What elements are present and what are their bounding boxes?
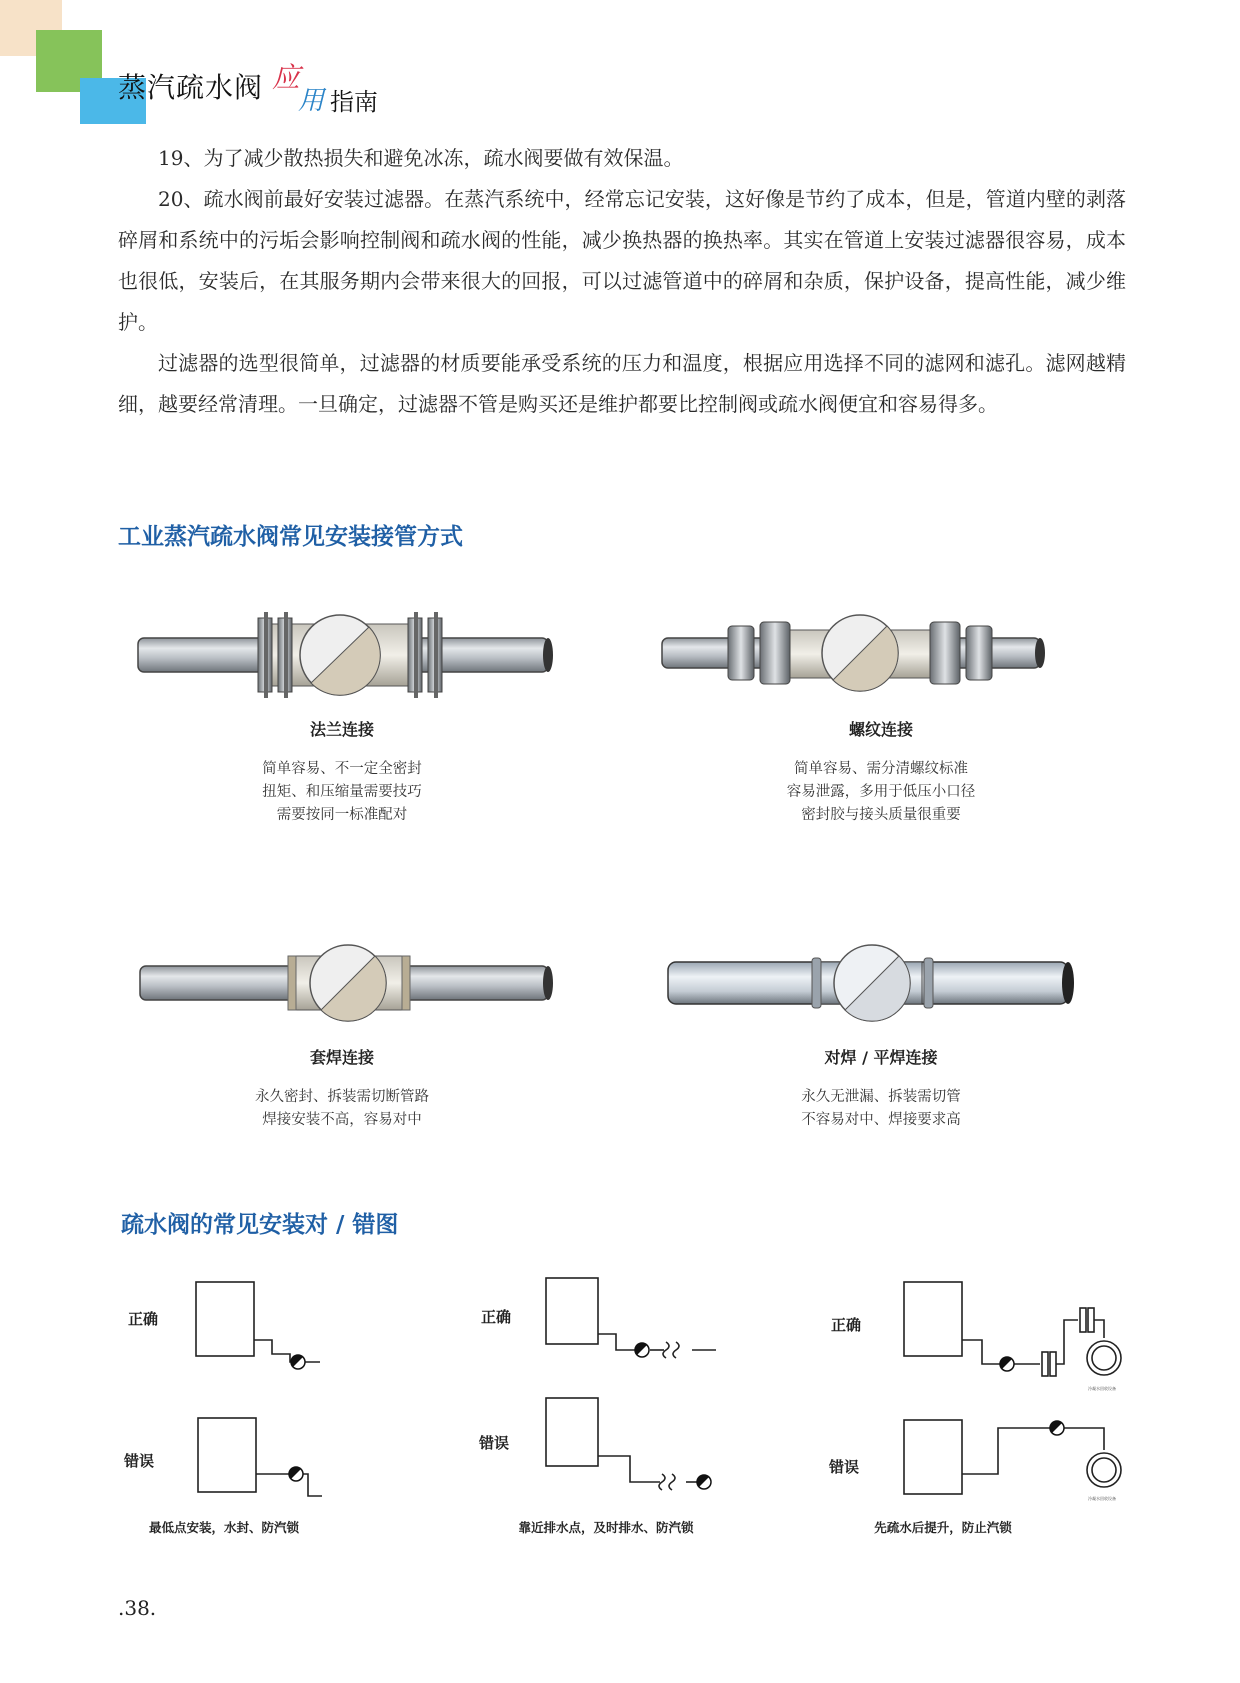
butt-weld-bead-right — [924, 958, 933, 1008]
socket-weld-desc — [162, 1086, 522, 1132]
header-title-main: 蒸汽疏水阀 — [118, 71, 264, 104]
butt-weld-pipe-end — [1062, 962, 1074, 1004]
flange-left-bolt-2 — [284, 612, 288, 698]
butt-weld-label: 对焊 / 平焊连接 — [824, 1048, 938, 1067]
section-title-install-diagrams: 疏水阀的常见安装对 / 错图 — [121, 1212, 399, 1238]
diagram-3-wrong-equipment — [904, 1420, 962, 1494]
diagram-3-correct-label: 正确 — [831, 1316, 862, 1334]
threaded-nut-left-2 — [760, 622, 790, 684]
flange-connection-desc — [162, 758, 522, 827]
trap-symbol-2-correct — [635, 1343, 649, 1357]
trap-symbols — [289, 1343, 1064, 1489]
trap-symbol-3-correct — [1000, 1357, 1014, 1371]
trap-symbol-2-wrong — [697, 1475, 711, 1489]
header-title-app-2: 用 — [298, 86, 325, 116]
diagram-2-correct-break-2 — [673, 1342, 679, 1358]
threaded-connection-label: 螺纹连接 — [848, 720, 913, 739]
threaded-nut-right-2 — [966, 626, 992, 680]
diagram-3-correct-check-valve-a — [1042, 1352, 1048, 1376]
diagram-2-wrong-break-2 — [669, 1474, 675, 1490]
install-diagrams — [196, 1278, 1121, 1496]
paragraph-19: 19、为了减少散热损失和避免冰冻，疏水阀要做有效保温。 — [158, 146, 684, 170]
flange-connection-figure — [138, 612, 553, 698]
diagram-3-caption: 先疏水后提升，防止汽锁 — [874, 1520, 1012, 1535]
socket-weld-bead-left — [288, 956, 296, 1010]
socket-weld-bead-right — [402, 956, 410, 1010]
butt-weld-desc-line-1: 永久无泄漏、拆装需切管 — [801, 1089, 961, 1105]
flange-desc-line-2: 扭矩、和压缩量需要技巧 — [262, 784, 422, 800]
diagram-3-correct-check-valve-b — [1050, 1352, 1056, 1376]
trap-symbol-1-correct — [291, 1355, 305, 1369]
diagram-3-correct-receiver-inner — [1092, 1346, 1116, 1370]
butt-weld-desc-line-2: 不容易对中、焊接要求高 — [801, 1112, 961, 1128]
threaded-nut-left-1 — [728, 626, 754, 680]
diagram-2-correct-equipment — [546, 1278, 598, 1344]
diagram-3-wrong-label: 错误 — [829, 1458, 860, 1476]
page-number: .38. — [118, 1596, 157, 1620]
paragraph-filter: 过滤器的选型很简单，过滤器的材质要能承受系统的压力和温度，根据应用选择不同的滤网和滤孔。滤网越精细，越要经常清理。一旦确定，过滤器不管是购买还是维护都要比控制阀或疏水阀便宜和容易得多。 — [118, 351, 1126, 416]
diagram-2-wrong-label: 错误 — [479, 1434, 510, 1452]
flange-connection-label: 法兰连接 — [309, 720, 374, 739]
diagram-1-wrong-label: 错误 — [124, 1452, 155, 1470]
flange-pipe-end — [543, 638, 553, 672]
trap-symbol-3-wrong — [1050, 1421, 1064, 1435]
threaded-desc-line-3: 密封胶与接头质量很重要 — [801, 807, 961, 823]
butt-weld-bead-left — [812, 958, 821, 1008]
threaded-connection-figure — [662, 615, 1045, 691]
diagram-1-wrong-equipment — [198, 1418, 256, 1492]
threaded-pipe-end — [1035, 638, 1045, 668]
diagram-3-correct-equipment — [904, 1282, 962, 1356]
paragraph-20: 20、疏水阀前最好安装过滤器。在蒸汽系统中，经常忘记安装，这好像是节约了成本，但是，管道内壁的剥落碎屑和系统中的污垢会影响控制阀和疏水阀的性能，减少换热器的换热率。其实在管道上安装过滤器很容易，成本也很低，安装后，在其服务期内会带来很大的回报，可以过滤管道中的碎屑和杂质，保护设备，提高性能，减少维护。 — [118, 187, 1126, 334]
socket-weld-desc-line-1: 永久密封、拆装需切断管路 — [255, 1089, 429, 1105]
flange-right-bolt — [414, 612, 418, 698]
flange-desc-line-3: 需要按同一标准配对 — [276, 807, 408, 823]
butt-weld-figure — [668, 945, 1074, 1021]
diagram-1-correct-line — [254, 1340, 320, 1362]
threaded-nut-right-1 — [930, 622, 960, 684]
diagram-1-correct-label: 正确 — [128, 1310, 159, 1328]
section-title-connections: 工业蒸汽疏水阀常见安装接管方式 — [118, 524, 463, 550]
diagram-3-wrong-riser — [962, 1428, 1050, 1474]
threaded-desc-line-2: 容易泄露，多用于低压小口径 — [786, 784, 976, 800]
diagram-2-wrong-equipment — [546, 1398, 598, 1466]
trap-symbol-1-wrong — [289, 1467, 303, 1481]
threaded-connection-desc — [701, 758, 1061, 827]
flange-left-bolt — [264, 612, 268, 698]
diagram-3-wrong-receiver-inner — [1092, 1458, 1116, 1482]
diagram-3-correct-line — [962, 1340, 1000, 1364]
diagram-3-wrong-receiver-label: 冷凝水回收设备 — [1088, 1496, 1116, 1501]
socket-weld-pipe-end — [543, 966, 553, 1000]
socket-weld-label: 套焊连接 — [309, 1048, 374, 1067]
butt-weld-desc — [701, 1086, 1061, 1132]
socket-weld-desc-line-2: 焊接安装不高，容易对中 — [262, 1112, 422, 1128]
diagram-2-wrong-line — [598, 1456, 660, 1482]
flange-desc-line-1: 简单容易、不一定全密封 — [262, 761, 422, 777]
diagram-2-caption: 靠近排水点，及时排水、防汽锁 — [518, 1520, 694, 1535]
header-title-app-1: 应 — [272, 61, 301, 94]
socket-weld-figure — [140, 945, 553, 1021]
diagram-3-wrong-drop — [1064, 1428, 1104, 1450]
diagram-3-correct-check-valve-c — [1080, 1308, 1086, 1332]
flange-right-bolt-2 — [434, 612, 438, 698]
diagram-1-caption: 最低点安装，水封、防汽锁 — [148, 1520, 299, 1535]
diagram-3-correct-drop — [1094, 1320, 1104, 1338]
diagram-3-correct-receiver-label: 冷凝水回收设备 — [1088, 1386, 1116, 1391]
threaded-desc-line-1: 简单容易、需分清螺纹标准 — [794, 761, 968, 777]
diagram-3-correct-riser — [1056, 1320, 1078, 1364]
diagram-1-correct-equipment — [196, 1282, 254, 1356]
diagram-2-correct-label: 正确 — [481, 1308, 512, 1326]
header-title-tail: 指南 — [330, 88, 378, 116]
diagram-3-correct-check-valve-d — [1088, 1308, 1094, 1332]
diagram-2-correct-line — [598, 1334, 636, 1350]
